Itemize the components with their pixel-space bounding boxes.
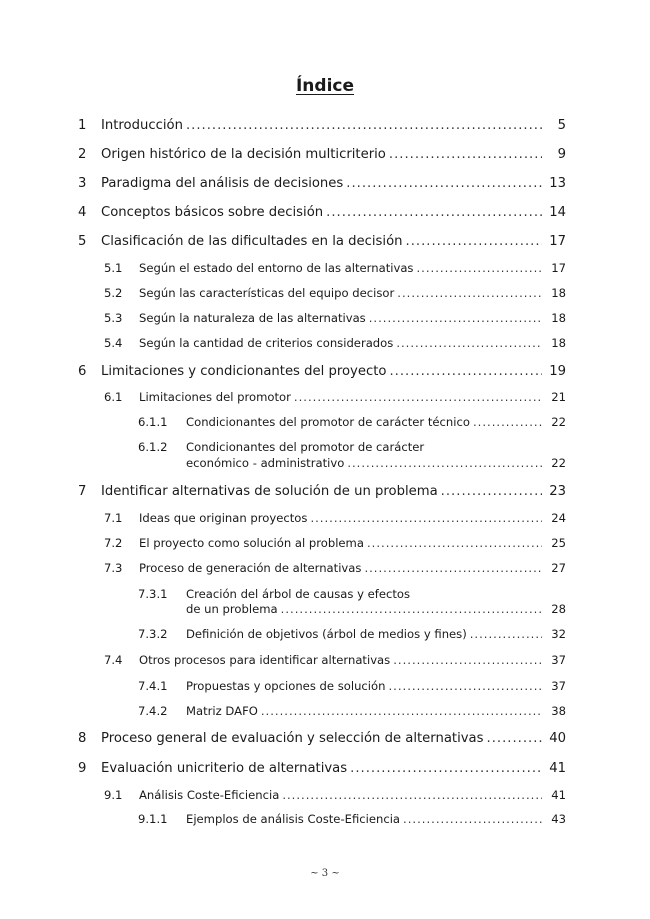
toc-number: 6.1 (104, 390, 123, 404)
dot-leader (294, 390, 542, 404)
toc-page-number: 22 (551, 456, 566, 470)
toc-title: Según la cantidad de criterios considerados (139, 336, 394, 350)
toc-number: 9.1.1 (138, 812, 168, 826)
dot-leader (186, 118, 542, 133)
dot-leader (261, 704, 542, 718)
toc-title: Clasificación de las dificultades en la decisión (101, 234, 403, 249)
toc-page-number: 13 (549, 176, 566, 191)
toc-page-number: 21 (551, 390, 566, 404)
toc-title: Definición de objetivos (árbol de medios y fines) (186, 627, 467, 641)
toc-title: Identificar alternativas de solución de un problema (101, 484, 438, 499)
toc-page-number: 43 (551, 812, 566, 826)
dot-leader (346, 176, 542, 191)
dot-leader (393, 653, 542, 667)
toc-page-number: 18 (551, 336, 566, 350)
toc-page-number: 24 (551, 511, 566, 525)
toc-page-number: 17 (551, 261, 566, 275)
page-title: Índice (295, 76, 355, 96)
dot-leader (326, 205, 542, 220)
toc-page-number: 28 (551, 602, 566, 616)
toc-title: Según las características del equipo decisor (139, 286, 395, 300)
toc-title: Matriz DAFO (186, 704, 258, 718)
toc-page-number: 23 (549, 484, 566, 499)
toc-page-number: 41 (549, 761, 566, 776)
toc-number: 7.1 (104, 511, 123, 525)
dot-leader (441, 484, 542, 499)
dot-leader (416, 261, 542, 275)
toc-title: Ejemplos de análisis Coste-Eficiencia (186, 812, 401, 826)
toc-title: Según el estado del entorno de las alternativas (139, 261, 414, 275)
toc-title: Introducción (101, 118, 183, 133)
toc-page-number: 9 (557, 147, 566, 162)
toc-title: económico - administrativo (186, 456, 345, 470)
dot-leader (364, 561, 542, 575)
dot-leader (388, 679, 542, 693)
toc-title: Paradigma del análisis de decisiones (101, 176, 344, 191)
toc-title: Proceso general de evaluación y selección de alternativas (101, 731, 484, 746)
toc-number: 5.2 (104, 286, 123, 300)
toc-number: 5.3 (104, 311, 123, 325)
dot-leader (406, 234, 542, 249)
toc-title: Limitaciones del promotor (139, 390, 291, 404)
dot-leader (282, 788, 542, 802)
toc-title: Evaluación unicriterio de alternativas (101, 761, 348, 776)
toc-title: Limitaciones y condicionantes del proyecto (101, 364, 387, 379)
toc-page-number: 40 (549, 731, 566, 746)
dot-leader (310, 511, 542, 525)
toc-page-number: 19 (549, 364, 566, 379)
dot-leader (350, 761, 542, 776)
toc-number: 7.3.2 (138, 627, 168, 641)
dot-leader (473, 415, 542, 429)
toc-title: Conceptos básicos sobre decisión (101, 205, 324, 220)
toc-page-number: 5 (557, 118, 566, 133)
toc-title: Condicionantes del promotor de carácter técnico (186, 415, 470, 429)
toc-title: Análisis Coste-Eficiencia (139, 788, 280, 802)
toc-page-number: 18 (551, 286, 566, 300)
toc-title: Según la naturaleza de las alternativas (139, 311, 366, 325)
toc-number: 7.3.1 (138, 587, 168, 601)
toc-number: 7.4.1 (138, 679, 168, 693)
dot-leader (389, 364, 542, 379)
toc-number: 4 (78, 205, 87, 220)
toc-title: Propuestas y opciones de solución (186, 679, 386, 693)
toc-number: 5 (78, 234, 87, 249)
toc-number: 8 (78, 731, 87, 746)
toc-number: 9 (78, 761, 87, 776)
toc-page-number: 22 (551, 415, 566, 429)
toc-page-number: 32 (551, 627, 566, 641)
toc-title: Otros procesos para identificar alternativas (139, 653, 391, 667)
dot-leader (470, 627, 542, 641)
dot-leader (403, 812, 542, 826)
toc-page-number: 27 (551, 561, 566, 575)
toc-page-number: 37 (551, 653, 566, 667)
toc-title: de un problema (186, 602, 278, 616)
toc-number: 9.1 (104, 788, 123, 802)
toc-title-line1: Condicionantes del promotor de carácter (186, 440, 425, 454)
dot-leader (367, 536, 542, 550)
dot-leader (396, 336, 542, 350)
toc-title-line1: Creación del árbol de causas y efectos (186, 587, 411, 601)
toc-number: 7.3 (104, 561, 123, 575)
toc-number: 5.1 (104, 261, 123, 275)
toc-number: 6 (78, 364, 87, 379)
toc-page-number: 37 (551, 679, 566, 693)
toc-number: 5.4 (104, 336, 123, 350)
toc-number: 7 (78, 484, 87, 499)
toc-title: Ideas que originan proyectos (139, 511, 308, 525)
dot-leader (347, 456, 542, 470)
toc-page-number: 38 (551, 704, 566, 718)
dot-leader (369, 311, 542, 325)
toc-page-number: 41 (551, 788, 566, 802)
dot-leader (389, 147, 542, 162)
toc-number: 2 (78, 147, 87, 162)
toc-page-number: 14 (549, 205, 566, 220)
toc-number: 3 (78, 176, 87, 191)
toc-page-number: 17 (549, 234, 566, 249)
dot-leader (281, 602, 542, 616)
toc-page-number: 18 (551, 311, 566, 325)
toc-title: Origen histórico de la decisión multicriterio (101, 147, 386, 162)
toc-number: 1 (78, 118, 87, 133)
toc-number: 6.1.1 (138, 415, 168, 429)
toc-number: 7.2 (104, 536, 123, 550)
toc-title: Proceso de generación de alternativas (139, 561, 362, 575)
toc-number: 7.4.2 (138, 704, 168, 718)
toc-number: 6.1.2 (138, 440, 168, 454)
page-footer: ~ 3 ~ (310, 868, 340, 879)
toc-number: 7.4 (104, 653, 123, 667)
dot-leader (397, 286, 542, 300)
toc-title: El proyecto como solución al problema (139, 536, 364, 550)
toc-page-number: 25 (551, 536, 566, 550)
dot-leader (487, 731, 542, 746)
